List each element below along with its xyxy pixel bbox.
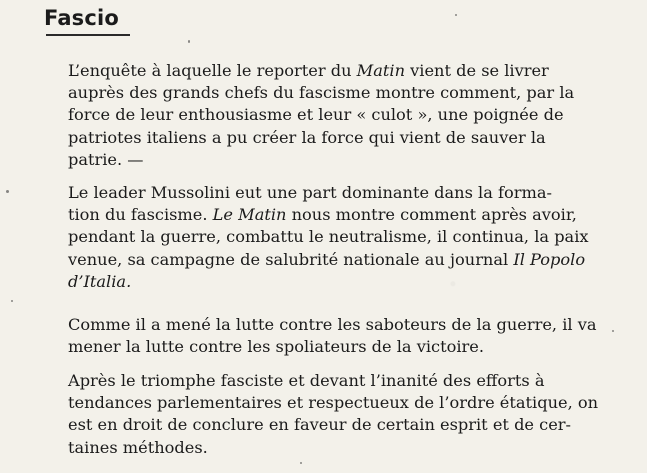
scan-speck [6, 190, 9, 193]
italic-title: Matin [356, 61, 405, 80]
text-line: taines méthodes. [68, 437, 208, 457]
italic-title: Le Matin [212, 205, 287, 225]
paragraph-4 [44, 370, 638, 459]
text-line: tendances parlementaires et respectueux de l’ordre étatique, on [68, 393, 599, 413]
scan-speck [612, 330, 614, 332]
text-line: mener la lutte contre les spoliateurs de la victoire. [68, 337, 485, 357]
text-line: Comme il a mené la lutte contre les saboteurs de la guerre, il va [68, 315, 597, 334]
text-line: pendant la guerre, combattu le neutralisme, il continua, la paix [68, 227, 589, 247]
scan-speck [300, 462, 302, 464]
text-line: force de leur enthousiasme et leur « culot », une poignée de [68, 105, 564, 125]
text-line: est en droit de conclure en faveur de certain esprit et de cer- [68, 415, 572, 435]
text-line: patriotes italiens a pu créer la force qui vient de sauver la [68, 127, 546, 147]
scan-speck [455, 14, 457, 16]
text-line [44, 271, 638, 293]
text-line: venue, sa campagne de salubrité nationale au journal Il Popolo [68, 249, 586, 269]
article-heading: Fascio [44, 6, 120, 30]
italic-title: d’Italia. [68, 271, 132, 291]
paragraph-3 [44, 314, 638, 358]
text-line: Après le triomphe fasciste et devant l’inanité des efforts à [68, 371, 545, 390]
paragraph-1 [44, 60, 638, 171]
heading-underline [46, 34, 130, 36]
italic-title: Il Popolo [513, 249, 586, 269]
scan-speck [11, 300, 13, 302]
text-line: Le leader Mussolini eut une part dominante dans la forma- [68, 183, 552, 202]
scan-speck [188, 40, 190, 43]
text-line: auprès des grands chefs du fascisme montre comment, par la [68, 83, 575, 103]
text-line: L’enquête à laquelle le reporter du Matin vient de se livrer [68, 61, 549, 80]
paragraph-2 [44, 182, 638, 293]
text-line: patrie. — [68, 149, 144, 169]
text-line: tion du fascisme. Le Matin nous montre comment après avoir, [68, 205, 577, 225]
